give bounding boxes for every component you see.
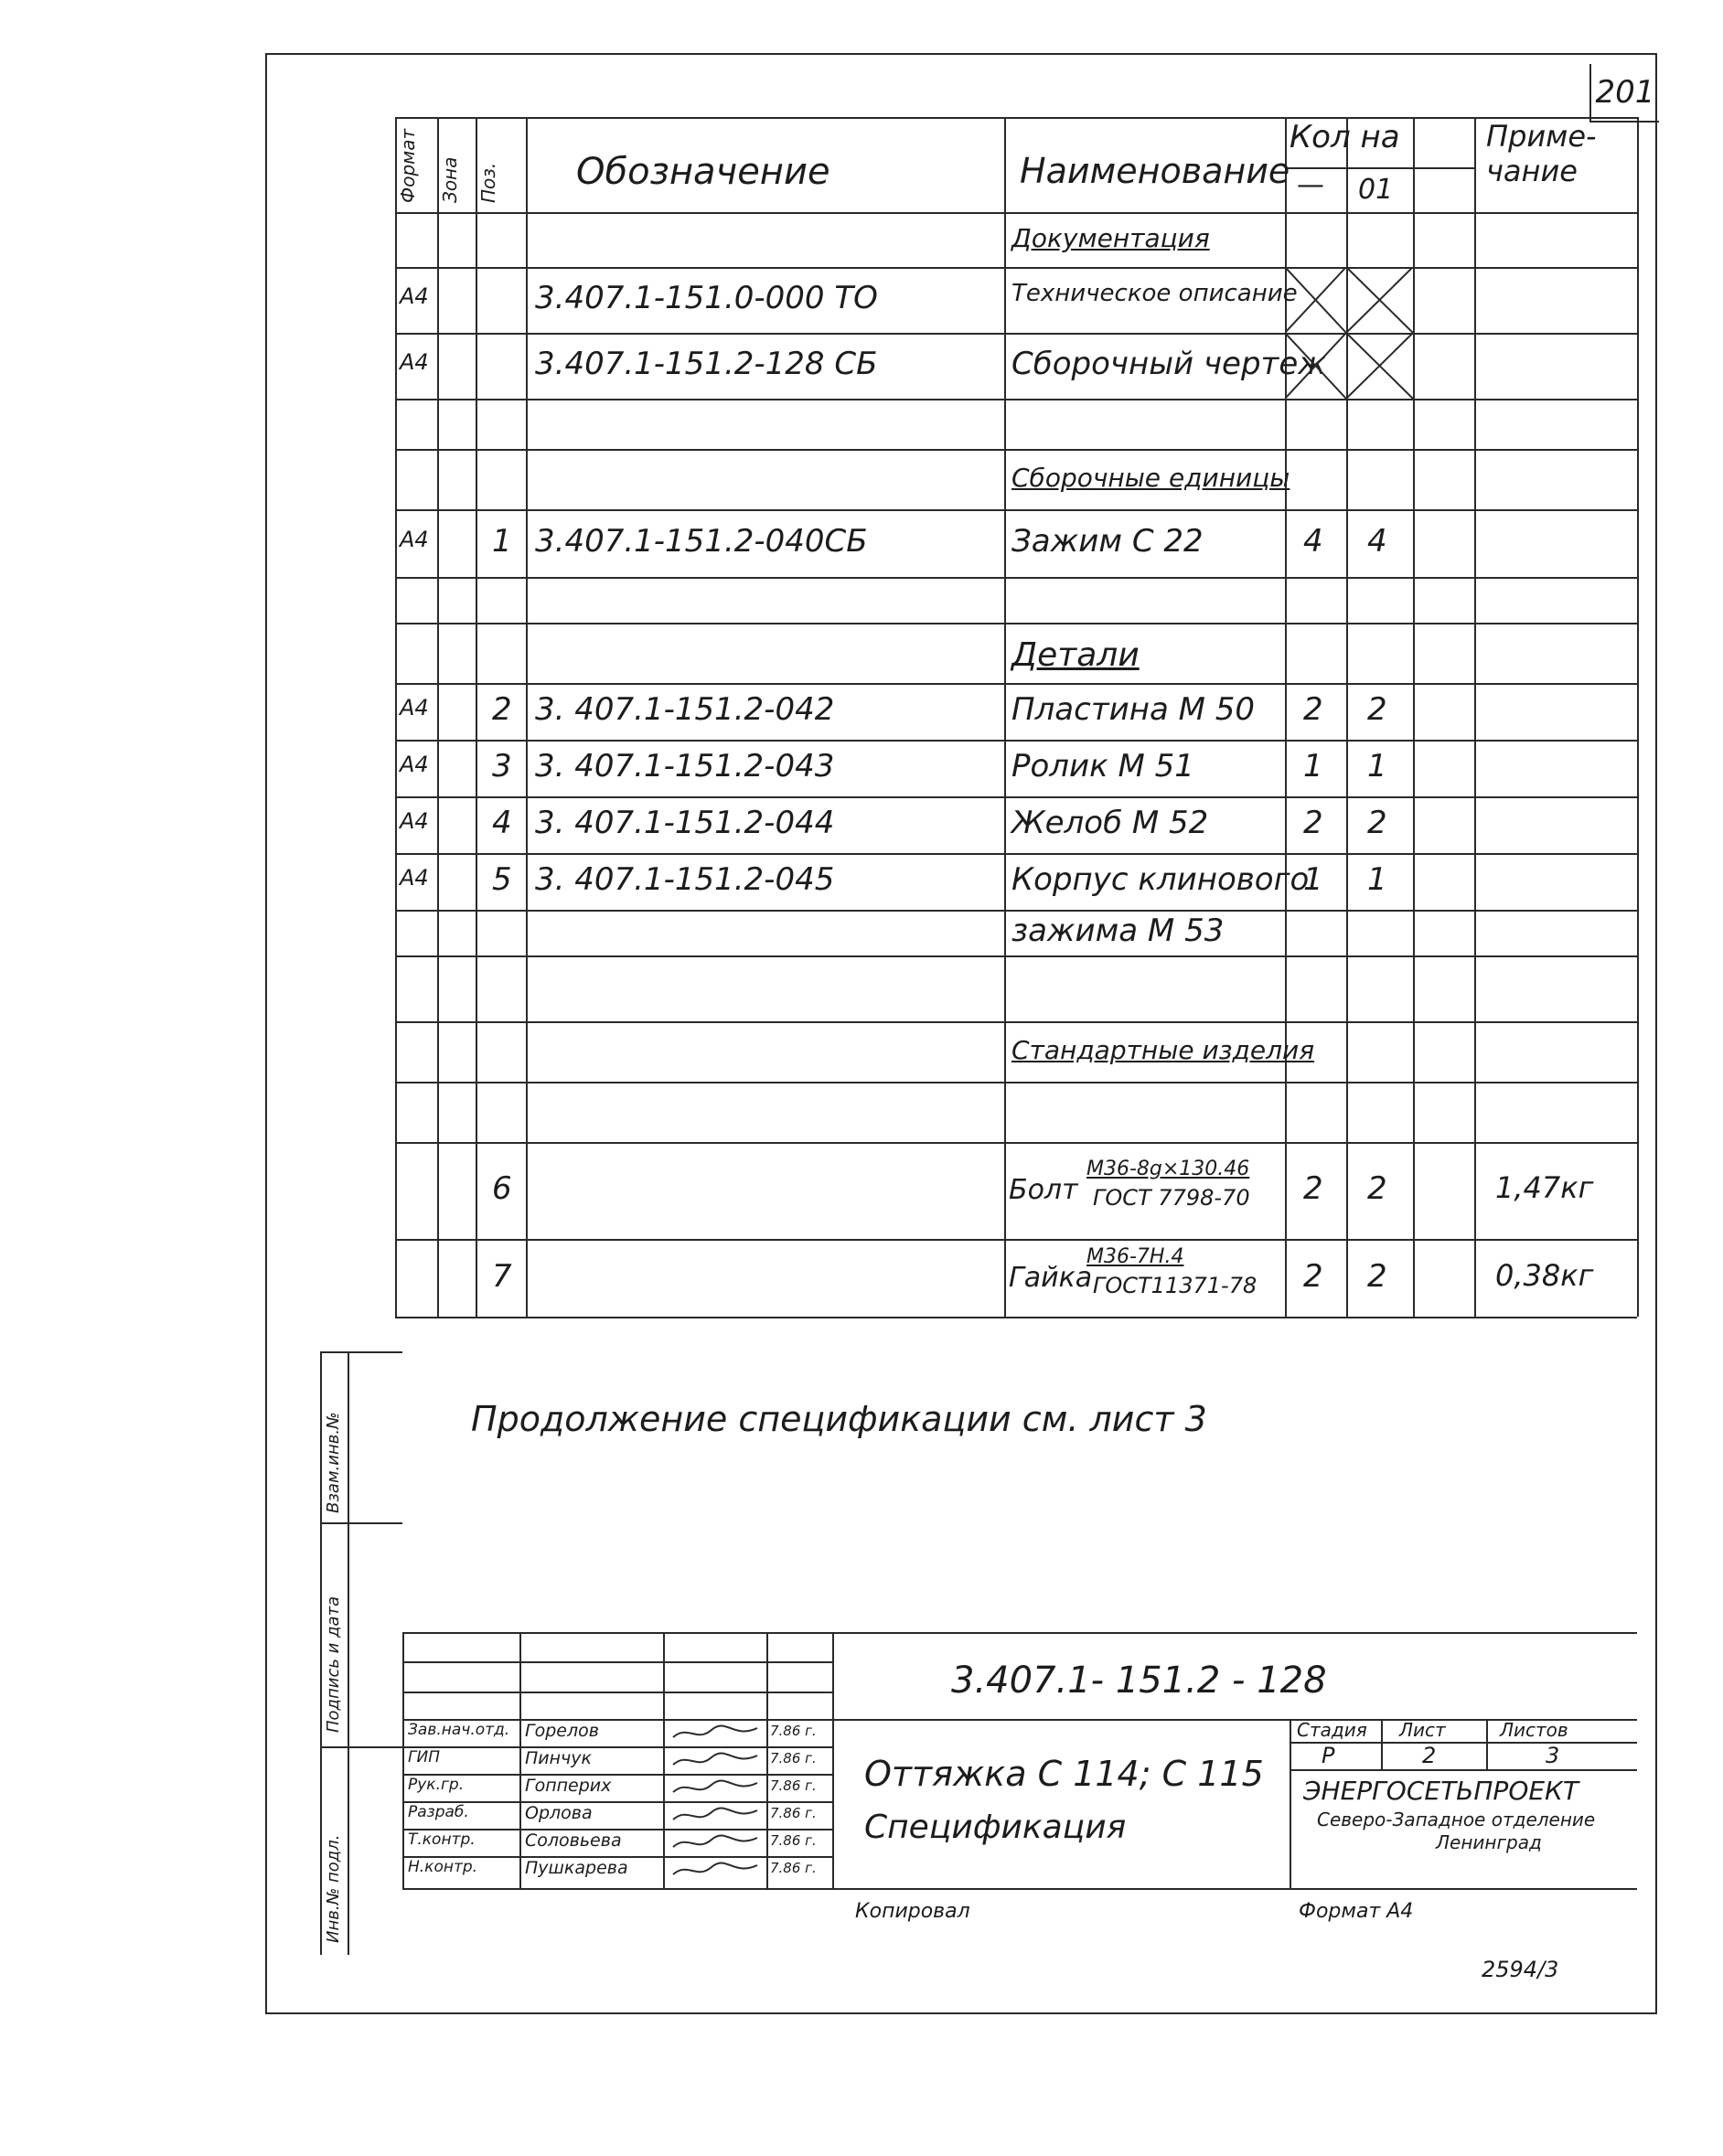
row-line [395, 212, 1637, 214]
header-qty-01: 01 [1358, 174, 1394, 206]
row-designation: 3. 407.1-151.2-043 [535, 748, 835, 784]
document-title: Оттяжка С 114; С 115 [864, 1754, 1264, 1794]
sheets-label: Листов [1500, 1719, 1568, 1741]
row-line [395, 623, 1637, 624]
signer-name: Пушкарева [525, 1858, 628, 1878]
row-line [395, 853, 1637, 855]
crossed-cells [1285, 267, 1413, 333]
sheets-col-line [1486, 1719, 1488, 1769]
signer-name: Орлова [525, 1803, 593, 1823]
row-name: Корпус клинового [1011, 861, 1310, 898]
row-line [395, 267, 1637, 269]
row-line [395, 577, 1637, 579]
signer-role: ГИП [408, 1748, 440, 1766]
signature-scribble [669, 1858, 761, 1882]
signer-role: Рук.гр. [408, 1776, 465, 1794]
section-title: Стандартные изделия [1011, 1035, 1315, 1065]
row-qty-main: 4 [1303, 523, 1323, 560]
row-qty-01: 2 [1367, 1170, 1387, 1207]
signature-scribble [669, 1721, 761, 1745]
row-name-bottom: ГОСТ 7798-70 [1093, 1185, 1250, 1211]
row-position: 2 [492, 691, 512, 728]
header-designation: Обозначение [576, 151, 830, 193]
column-line [1413, 117, 1415, 1317]
archive-number: 2594/3 [1482, 1957, 1559, 1982]
column-line [526, 117, 528, 1317]
row-line [395, 683, 1637, 685]
row-position: 7 [492, 1257, 512, 1295]
row-position: 5 [492, 861, 512, 898]
row-note: 1,47кг [1495, 1170, 1594, 1205]
row-name-top: М36-8g×130.46 [1086, 1158, 1250, 1180]
table-top-line [395, 117, 1637, 119]
organization-name: ЭНЕРГОСЕТЬПРОЕКТ [1303, 1776, 1579, 1806]
row-name: Сборочный чертеж [1011, 346, 1326, 382]
row-position: 1 [492, 523, 512, 560]
row-designation: 3.407.1-151.0-000 ТО [535, 280, 878, 316]
sheet-label: Лист [1399, 1719, 1446, 1741]
signer-col-line [519, 1632, 521, 1888]
header-vertical-label: Зона [439, 156, 461, 203]
row-qty-main: 2 [1303, 691, 1323, 728]
signature-scribble [669, 1748, 761, 1772]
signer-date: 7.86 г. [770, 1777, 817, 1794]
stage-label: Стадия [1297, 1719, 1367, 1741]
row-line [395, 1239, 1637, 1241]
row-format: А4 [400, 349, 429, 375]
header-name: Наименование [1020, 151, 1290, 191]
row-format: А4 [400, 865, 429, 891]
row-qty-01: 2 [1367, 805, 1387, 841]
row-name-bottom: ГОСТ11371-78 [1093, 1272, 1257, 1298]
title-block-top [402, 1632, 1637, 1634]
signature-scribble [669, 1830, 761, 1854]
row-format: А4 [400, 695, 429, 720]
signer-date: 7.86 г. [770, 1832, 817, 1849]
row-line [395, 1082, 1637, 1083]
signer-col-line [766, 1632, 768, 1888]
row-line [395, 740, 1637, 742]
header-vertical-label: Формат [397, 128, 419, 203]
signer-name: Гопперих [525, 1776, 612, 1796]
stage-value-line [1290, 1769, 1637, 1771]
row-format: А4 [400, 752, 429, 777]
stage-header-line [1290, 1742, 1637, 1744]
header-vertical-label: Поз. [477, 162, 499, 203]
page-number: 201 [1589, 64, 1659, 123]
side-stamp-replaced: Взам.инв.№ [324, 1412, 343, 1513]
table-bottom-line [395, 1317, 1637, 1318]
row-line [395, 1142, 1637, 1144]
signer-date: 7.86 г. [770, 1750, 817, 1766]
signer-col-line [832, 1632, 834, 1888]
row-name: Желоб М 52 [1011, 805, 1209, 841]
column-line [1474, 117, 1476, 1317]
side-stamp-signature: Подпись и дата [324, 1596, 343, 1733]
stage-col-line [1290, 1719, 1291, 1888]
section-title: Документация [1011, 223, 1210, 253]
organization-city: Ленинград [1436, 1831, 1542, 1853]
row-name: Зажим С 22 [1011, 523, 1204, 560]
format-label: Формат А4 [1299, 1900, 1414, 1923]
row-name: Ролик М 51 [1011, 748, 1194, 784]
signature-scribble [669, 1776, 761, 1799]
signer-col-line [663, 1632, 665, 1888]
row-line [395, 796, 1637, 798]
row-designation: 3. 407.1-151.2-042 [535, 691, 835, 728]
row-qty-01: 4 [1367, 523, 1387, 560]
row-format: А4 [400, 808, 429, 834]
row-position: 4 [492, 805, 512, 841]
row-line [395, 333, 1637, 335]
column-line [437, 117, 439, 1317]
row-designation: 3. 407.1-151.2-044 [535, 805, 835, 841]
row-qty-main: 2 [1303, 1257, 1323, 1295]
column-line [395, 117, 397, 1317]
row-name: Гайка [1009, 1261, 1093, 1294]
signer-name: Пинчук [525, 1748, 593, 1768]
signer-role: Т.контр. [408, 1830, 476, 1849]
sheet-col-line [1381, 1719, 1383, 1769]
row-qty-01: 2 [1367, 691, 1387, 728]
row-qty-01: 2 [1367, 1257, 1387, 1295]
header-qty-dash: — [1297, 169, 1324, 201]
signer-name: Горелов [525, 1721, 599, 1741]
row-designation: 3.407.1-151.2-128 СБ [535, 346, 878, 382]
row-name: Пластина М 50 [1011, 691, 1256, 728]
signer-role: Разраб. [408, 1803, 469, 1821]
signer-date: 7.86 г. [770, 1805, 817, 1821]
signer-name: Соловьева [525, 1830, 622, 1851]
row-name: Болт [1009, 1174, 1078, 1206]
document-subtitle: Спецификация [864, 1809, 1127, 1846]
signature-scribble [669, 1803, 761, 1827]
continuation-note: Продолжение спецификации см. лист 3 [471, 1399, 1207, 1439]
header-note: Приме- чание [1486, 119, 1597, 188]
row-qty-main: 1 [1303, 861, 1323, 898]
section-title: Детали [1011, 636, 1140, 674]
column-line [1637, 117, 1639, 1317]
section-title: Сборочные единицы [1011, 463, 1290, 493]
row-line [395, 449, 1637, 451]
row-qty-main: 2 [1303, 805, 1323, 841]
signer-role: Зав.нач.отд. [408, 1721, 510, 1739]
side-stamp-border [320, 1351, 322, 1955]
row-line [395, 910, 1637, 912]
row-format: А4 [400, 527, 429, 552]
row-qty-main: 2 [1303, 1170, 1323, 1207]
row-qty-main: 1 [1303, 748, 1323, 784]
crossed-cells [1285, 333, 1413, 399]
side-stamp-inventory: Инв.№ подл. [324, 1834, 343, 1943]
header-qty: Кол на [1290, 119, 1400, 155]
row-format: А4 [400, 283, 429, 309]
row-position: 3 [492, 748, 512, 784]
signer-role: Н.контр. [408, 1858, 478, 1876]
signer-date: 7.86 г. [770, 1723, 817, 1739]
row-line [395, 955, 1637, 957]
signer-date: 7.86 г. [770, 1860, 817, 1876]
row-qty-01: 1 [1367, 748, 1387, 784]
row-name: Техническое описание [1011, 280, 1298, 307]
signer-col-line [402, 1632, 404, 1888]
sheets-value: 3 [1546, 1743, 1560, 1768]
row-designation: 3. 407.1-151.2-045 [535, 861, 835, 898]
copied-label: Копировал [855, 1900, 970, 1923]
row-name: зажима М 53 [1011, 913, 1225, 949]
row-name-top: М36-7Н.4 [1086, 1244, 1184, 1268]
row-qty-01: 1 [1367, 861, 1387, 898]
row-position: 6 [492, 1170, 512, 1207]
title-block-bottom [402, 1888, 1637, 1890]
stage-value: Р [1322, 1743, 1335, 1768]
column-line [476, 117, 477, 1317]
document-code: 3.407.1- 151.2 - 128 [951, 1660, 1327, 1702]
row-line [395, 1021, 1637, 1023]
row-line [395, 509, 1637, 511]
row-designation: 3.407.1-151.2-040СБ [535, 523, 868, 560]
row-line [395, 399, 1637, 400]
sheet-value: 2 [1422, 1743, 1437, 1768]
row-note: 0,38кг [1495, 1257, 1594, 1293]
organization-branch: Северо-Западное отделение [1317, 1809, 1596, 1830]
column-line [1004, 117, 1006, 1317]
